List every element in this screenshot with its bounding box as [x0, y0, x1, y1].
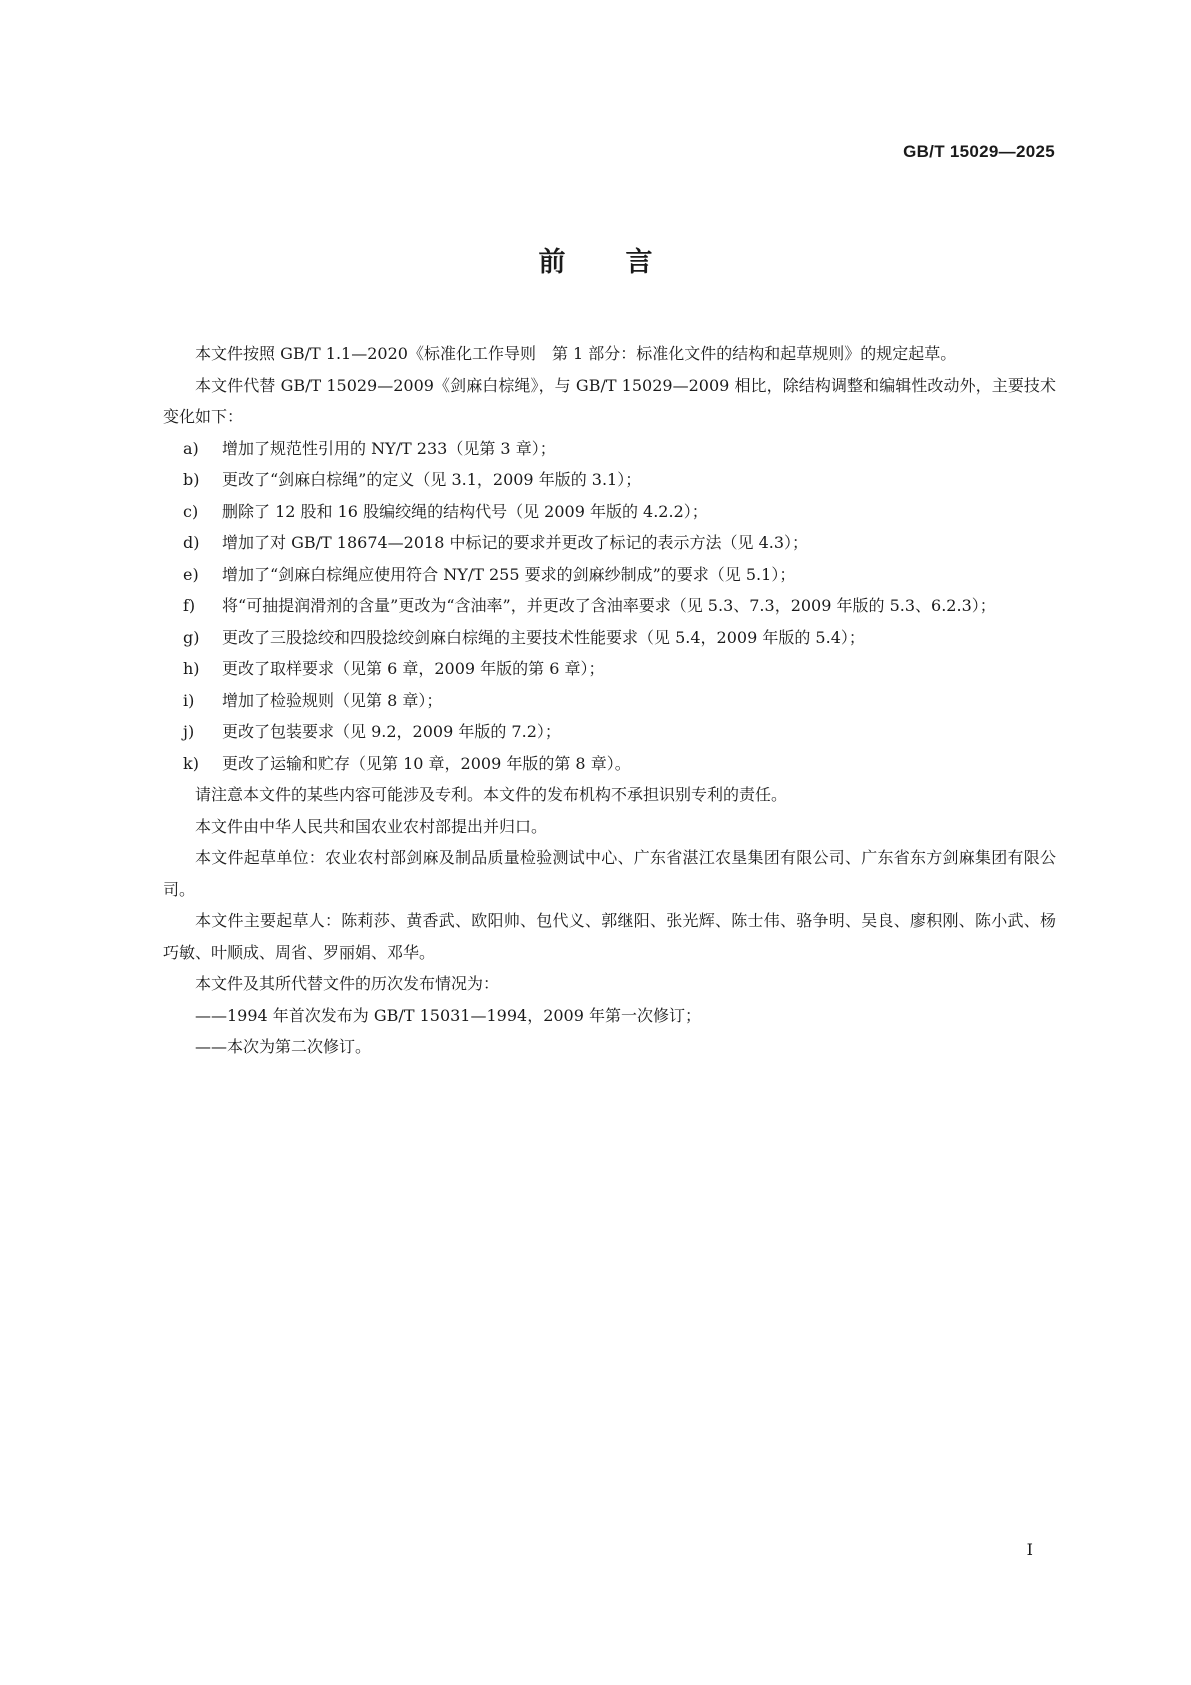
list-marker: e)	[183, 564, 199, 584]
paragraph-proposer: 本文件由中华人民共和国农业农村部提出并归口。	[195, 816, 548, 836]
paragraph-drafting-rules: 本文件按照 GB/T 1.1—2020《标准化工作导则 第 1 部分：标准化文件的结构和起草规则》的规定起草。	[195, 344, 957, 363]
list-marker: b)	[183, 470, 200, 489]
list-marker: g)	[183, 627, 200, 647]
list-marker: a)	[183, 438, 199, 458]
list-marker: f)	[183, 596, 196, 615]
list-item	[163, 748, 1056, 780]
standard-code: GB/T 15029—2025	[903, 142, 1055, 161]
page-number: I	[1026, 1540, 1033, 1559]
list-item-text: 更改了包装要求（见 9.2，2009 年版的 7.2）；	[222, 722, 561, 741]
list-item	[163, 590, 1056, 622]
paragraph-drafters: 本文件主要起草人：陈莉莎、黄香武、欧阳帅、包代义、郭继阳、张光辉、陈士伟、骆争明、吴良、廖积刚、陈小武、杨巧敏、叶顺成、周省、罗丽娟、邓华。	[163, 911, 1056, 962]
list-item	[163, 464, 1056, 496]
foreword-body	[163, 338, 1056, 1063]
list-item	[163, 527, 1056, 559]
history-item: ——1994 年首次发布为 GB/T 15031—1994，2009 年第一次修订；	[195, 1005, 702, 1025]
list-marker: j)	[183, 722, 195, 741]
list-item-text: 增加了“剑麻白棕绳应使用符合 NY/T 255 要求的剑麻纱制成”的要求（见 5.1）；	[222, 564, 796, 584]
list-item	[163, 653, 1056, 685]
list-marker: i)	[183, 690, 195, 710]
list-item-text: 增加了规范性引用的 NY/T 233（见第 3 章）；	[222, 438, 556, 458]
list-item	[163, 622, 1056, 654]
list-item	[163, 716, 1056, 748]
paragraph-replaces: 本文件代替 GB/T 15029—2009《剑麻白棕绳》，与 GB/T 15029—2009 相比，除结构调整和编辑性改动外，主要技术变化如下：	[163, 375, 1056, 426]
list-item-text: 增加了对 GB/T 18674—2018 中标记的要求并更改了标记的表示方法（见 4.3）；	[222, 533, 809, 552]
list-item-text: 将“可抽提润滑剂的含量”更改为“含油率”，并更改了含油率要求（见 5.3、7.3，2009 年版的 5.3、6.2.3）；	[222, 596, 996, 615]
paragraph-patent-notice: 请注意本文件的某些内容可能涉及专利。本文件的发布机构不承担识别专利的责任。	[195, 785, 788, 804]
history-item: ——本次为第二次修订。	[195, 1037, 372, 1056]
list-item-text: 更改了取样要求（见第 6 章，2009 年版的第 6 章）；	[222, 659, 605, 678]
list-item	[163, 496, 1056, 528]
list-item	[163, 559, 1056, 591]
list-item-text: 删除了 12 股和 16 股编绞绳的结构代号（见 2009 年版的 4.2.2）；	[222, 501, 708, 521]
page-title: 前言	[538, 247, 713, 278]
paragraph-history-intro: 本文件及其所代替文件的历次发布情况为：	[195, 974, 500, 993]
list-marker: k)	[183, 753, 199, 773]
list-item-text: 更改了三股捻绞和四股捻绞剑麻白棕绳的主要技术性能要求（见 5.4，2009 年版的 5.4）；	[222, 627, 865, 647]
list-item-text: 更改了“剑麻白棕绳”的定义（见 3.1，2009 年版的 3.1）；	[222, 470, 642, 489]
paragraph-drafting-units: 本文件起草单位：农业农村部剑麻及制品质量检验测试中心、广东省湛江农垦集团有限公司、广东省东方剑麻集团有限公司。	[163, 848, 1056, 899]
list-item-text: 更改了运输和贮存（见第 10 章，2009 年版的第 8 章）。	[222, 753, 631, 773]
change-list	[163, 433, 1056, 780]
list-item	[163, 433, 1056, 465]
list-item-text: 增加了检验规则（见第 8 章）；	[222, 690, 443, 710]
list-marker: h)	[183, 659, 200, 678]
list-marker: d)	[183, 533, 200, 552]
list-marker: c)	[183, 501, 199, 521]
list-item	[163, 685, 1056, 717]
